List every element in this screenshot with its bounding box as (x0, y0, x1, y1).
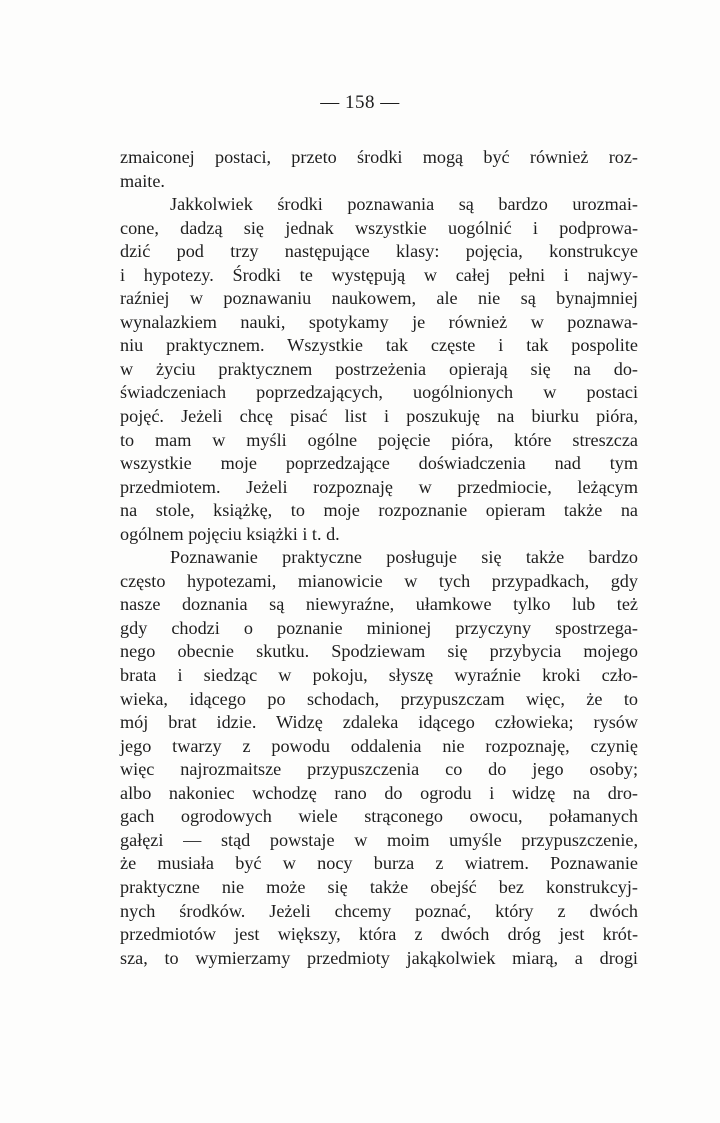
text-line: wszystkie moje poprzedzające doświadczenia nad tym (120, 453, 638, 474)
text-line: albo nakoniec wchodzę rano do ogrodu i widzę na dro- (120, 782, 638, 803)
text-line: cone, dadzą się jednak wszystkie uogólnić i podprowa- (120, 217, 638, 238)
text-line: sza, to wymierzamy przedmioty jakąkolwiek miarą, a drogi (120, 947, 638, 968)
text-line: niu praktycznem. Wszystkie tak częste i tak pospolite (120, 335, 638, 356)
paragraph-start-line: Poznawanie praktyczne posługuje się także bardzo (170, 547, 638, 568)
text-line: maite. (120, 170, 165, 191)
text-line: często hypotezami, mianowicie w tych przypadkach, gdy (120, 570, 638, 591)
text-line: w życiu praktycznem postrzeżenia opierają się na do- (120, 358, 638, 379)
text-line: nych środków. Jeżeli chcemy poznać, który z dwóch (120, 900, 638, 921)
text-line: zmaiconej postaci, przeto środki mogą być również roz- (120, 147, 638, 167)
text-line: nego obecnie skutku. Spodziewam się przybycia mojego (120, 641, 638, 662)
text-line: wieka, idącego po schodach, przypuszczam więc, że to (120, 688, 638, 709)
body-text (120, 146, 638, 970)
text-line: brata i siedząc w pokoju, słyszę wyraźnie kroki czło- (120, 665, 638, 686)
text-line: to mam w myśli ogólne pojęcie pióra, które streszcza (120, 429, 638, 450)
text-line: gdy chodzi o poznanie minionej przyczyny spostrzega- (120, 617, 638, 638)
page-number: — 158 — (320, 92, 400, 113)
text-line: że musiała być w nocy burza z wiatrem. Poznawanie (120, 853, 638, 874)
text-line: gałęzi — stąd powstaje w moim umyśle przypuszczenie, (120, 829, 638, 850)
text-line: przedmiotów jest większy, która z dwóch dróg jest krót- (120, 924, 638, 945)
text-line: pojęć. Jeżeli chcę pisać list i poszukuję na biurku pióra, (120, 406, 638, 427)
text-line: wynalazkiem nauki, spotykamy je również w poznawa- (120, 311, 638, 332)
text-line: więc najrozmaitsze przypuszczenia co do jego osoby; (120, 759, 638, 780)
text-line: jego twarzy z powodu oddalenia nie rozpoznaję, czynię (120, 735, 638, 756)
text-line: ogólnem pojęciu książki i t. d. (120, 523, 340, 544)
text-line: świadczeniach poprzedzających, uogólnionych w postaci (120, 382, 638, 403)
text-line: na stole, książkę, to moje rozpoznanie opieram także na (120, 500, 638, 521)
text-line: mój brat idzie. Widzę zdaleka idącego człowieka; rysów (120, 712, 638, 733)
text-line: gach ogrodowych wiele strąconego owocu, połamanych (120, 806, 638, 827)
text-line: przedmiotem. Jeżeli rozpoznaję w przedmiocie, leżącym (120, 476, 638, 497)
text-line: i hypotezy. Środki te występują w całej pełni i najwy- (120, 264, 638, 285)
paragraph-start-line: Jakkolwiek środki poznawania są bardzo urozmai- (170, 194, 638, 215)
text-line: dzić pod trzy następujące klasy: pojęcia, konstrukcye (120, 241, 638, 262)
text-line: raźniej w poznawaniu naukowem, ale nie są bynajmniej (120, 288, 638, 309)
text-line: praktyczne nie może się także obejść bez konstrukcyj- (120, 876, 638, 897)
text-line: nasze doznania są niewyraźne, ułamkowe tylko lub też (120, 594, 638, 615)
